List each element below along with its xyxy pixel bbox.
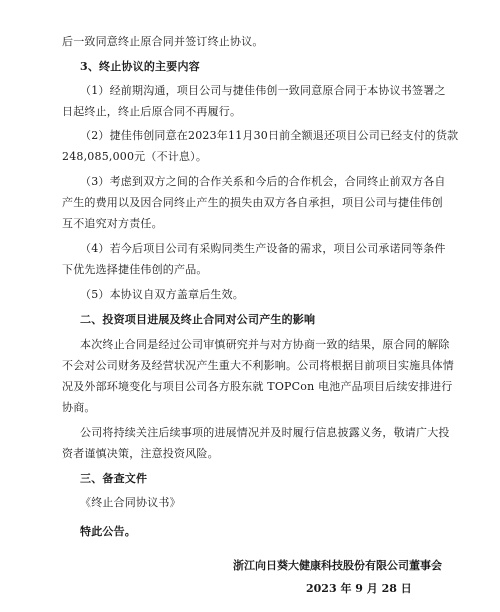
signature-company: 浙江向日葵大健康科技股份有限公司董事会 [233,559,442,572]
paragraph-line: 248,085,000元（不计息）。 [62,150,208,163]
paragraph-line: 不会对公司财务及经营状况产生重大不利影响。公司将根据目前项目实施具体情 [62,359,454,372]
section-heading: 3、终止协议的主要内容 [80,60,200,73]
section-heading: 二、投资项目进展及终止合同对公司产生的影响 [80,313,316,326]
paragraph-line: 况及外部环境变化与项目公司各方股东就 TOPCon 电池产品项目后续安排进行 [62,380,453,393]
paragraph-line: 协商。 [62,401,96,414]
paragraph-line: （2）捷佳伟创同意在2023年11月30日前全额退还项目公司已经支付的货款 [80,129,459,142]
paragraph-line: 本次终止合同是经过公司审慎研究并与对方协商一致的结果，原合同的解除 [80,338,450,351]
paragraph-line: 产生的费用以及因合同终止产生的损失由双方各自承担，项目公司与捷佳伟创 [62,196,443,209]
reference-document: 《终止合同协议书》 [80,496,181,509]
closing-statement: 特此公告。 [80,525,136,538]
paragraph-line: 后一致同意终止原合同并签订终止协议。 [62,35,264,48]
signature-date: 2023 年 9 月 28 日 [306,582,412,595]
paragraph-line: 公司将持续关注后续事项的进展情况并及时履行信息披露义务，敬请广大投 [80,426,450,439]
paragraph-line: 互不追究对方责任。 [62,217,163,230]
paragraph-line: （1）经前期沟通，项目公司与捷佳伟创一致同意原合同于本协议书签署之 [80,84,446,97]
paragraph-line: 资者谨慎决策，注意投资风险。 [62,447,219,460]
paragraph-line: （3）考虑到双方之间的合作关系和今后的合作机会，合同终止前双方各自 [80,175,446,188]
paragraph-line: 下优先选择捷佳伟创的产品。 [62,263,208,276]
paragraph-line: 日起终止，终止后原合同不再履行。 [62,105,242,118]
paragraph-line: （4）若今后项目公司有采购同类生产设备的需求，项目公司承诺同等条件 [80,242,446,255]
section-heading: 三、备查文件 [80,472,148,485]
paragraph-line: （5）本协议自双方盖章后生效。 [80,288,244,301]
